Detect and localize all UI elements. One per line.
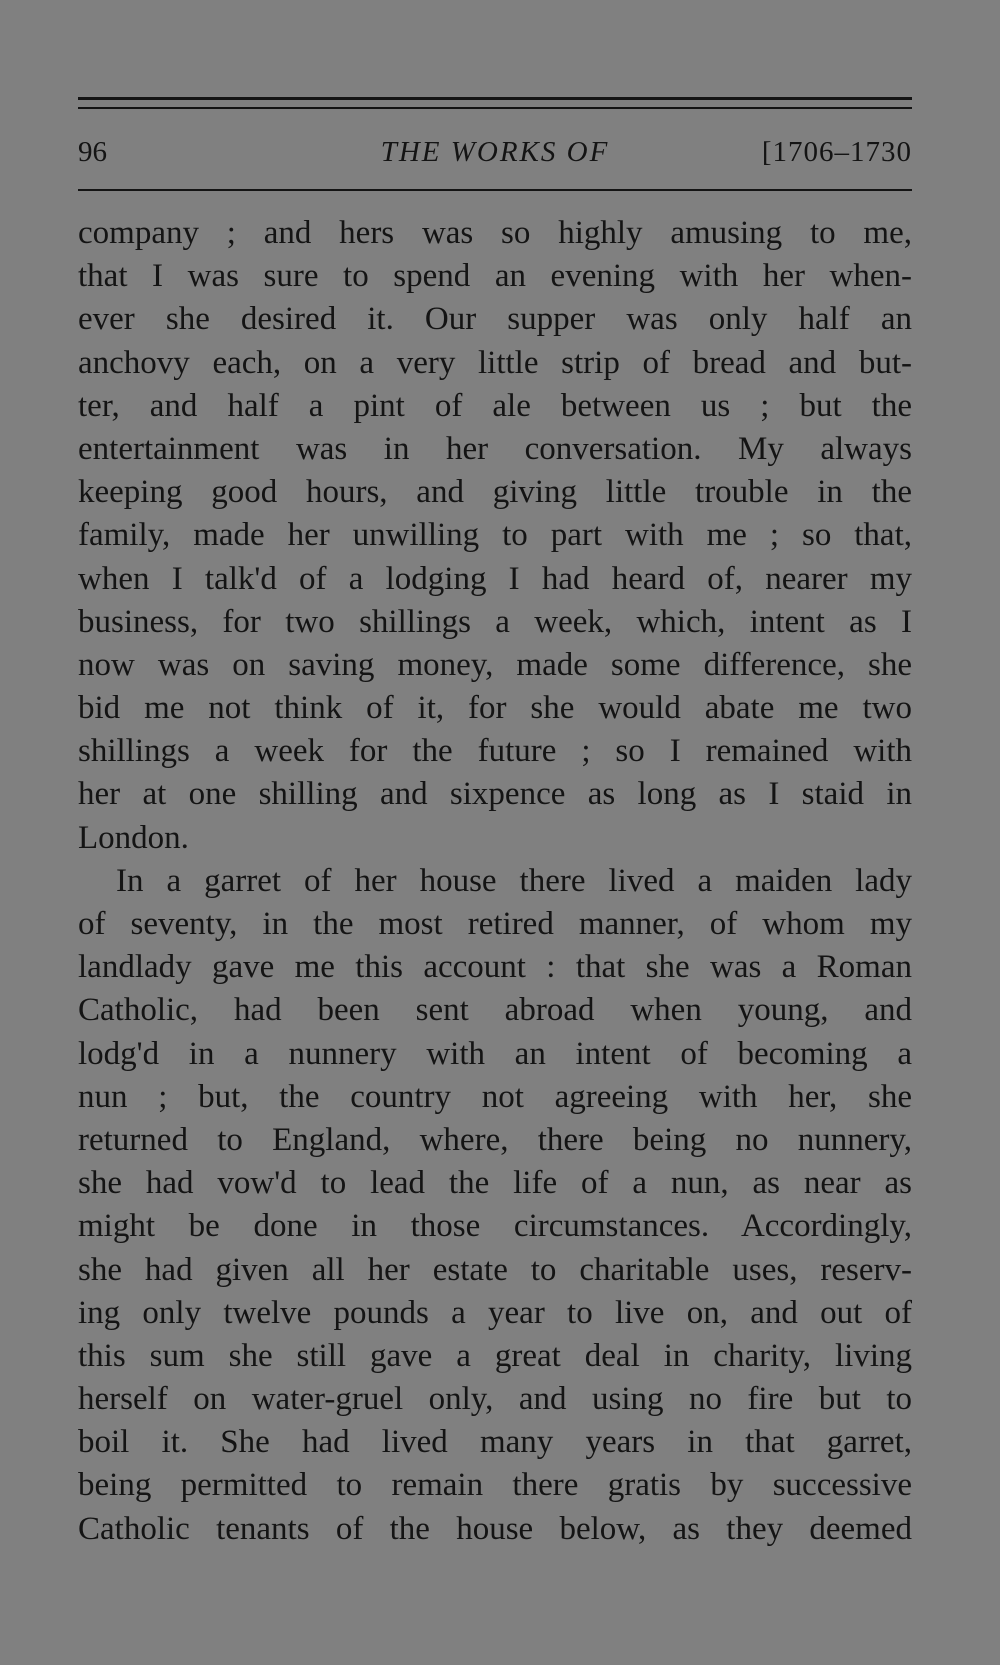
date-range: [1706–1730	[761, 136, 912, 168]
header-rule-bottom	[78, 189, 912, 191]
text-line: family, made her unwilling to part with me ; so that,	[78, 517, 912, 554]
page-number: 96	[78, 136, 107, 168]
text-line: ever she desired it. Our supper was only half an	[78, 301, 912, 338]
text-line: of seventy, in the most retired manner, of whom my	[78, 906, 912, 942]
text-line: lodg'd in a nunnery with an intent of becoming a	[78, 1035, 912, 1072]
running-header	[78, 132, 912, 172]
paragraph-first-line: In a garret of her house there lived a maiden lady	[116, 862, 912, 899]
text-line: might be done in those circumstances. Accordingly,	[78, 1208, 912, 1245]
text-line: Catholic, had been sent abroad when young, and	[78, 992, 912, 1029]
text-line: being permitted to remain there gratis by successive	[78, 1467, 912, 1504]
text-line: this sum she still gave a great deal in charity, living	[78, 1337, 912, 1374]
text-line: entertainment was in her conversation. My always	[78, 430, 912, 467]
text-line: bid me not think of it, for she would abate me two	[78, 690, 912, 727]
text-line: when I talk'd of a lodging I had heard of, nearer my	[78, 560, 912, 597]
text-line: her at one shilling and sixpence as long as I staid in	[78, 776, 912, 813]
text-line: shillings a week for the future ; so I remained with	[78, 733, 912, 770]
header-rule-second	[78, 107, 912, 109]
text-line: company ; and hers was so highly amusing to me,	[78, 215, 912, 251]
text-line: ter, and half a pint of ale between us ; but the	[78, 387, 912, 424]
text-line: nun ; but, the country not agreeing with her, she	[78, 1078, 912, 1115]
text-line: landlady gave me this account : that she was a Roman	[78, 949, 912, 986]
running-title: THE WORKS OF	[380, 136, 610, 168]
header-rule-top	[78, 97, 912, 100]
text-line: Catholic tenants of the house below, as they deemed	[78, 1510, 912, 1547]
text-line: ing only twelve pounds a year to live on, and out of	[78, 1294, 912, 1331]
text-line: anchovy each, on a very little strip of bread and but-	[78, 344, 912, 381]
text-line: business, for two shillings a week, which, intent as I	[78, 603, 912, 640]
text-line: herself on water-gruel only, and using no fire but to	[78, 1381, 912, 1418]
text-line: she had given all her estate to charitable uses, reserv-	[78, 1251, 912, 1288]
body-text	[78, 212, 912, 1551]
text-line: she had vow'd to lead the life of a nun, as near as	[78, 1165, 912, 1202]
text-line: keeping good hours, and giving little trouble in the	[78, 474, 912, 511]
text-line: boil it. She had lived many years in that garret,	[78, 1424, 912, 1461]
text-line: returned to England, where, there being no nunnery,	[78, 1121, 912, 1158]
text-line: now was on saving money, made some difference, she	[78, 646, 912, 683]
text-line: that I was sure to spend an evening with her when-	[78, 258, 912, 295]
paragraph-end-line: London.	[78, 819, 189, 856]
